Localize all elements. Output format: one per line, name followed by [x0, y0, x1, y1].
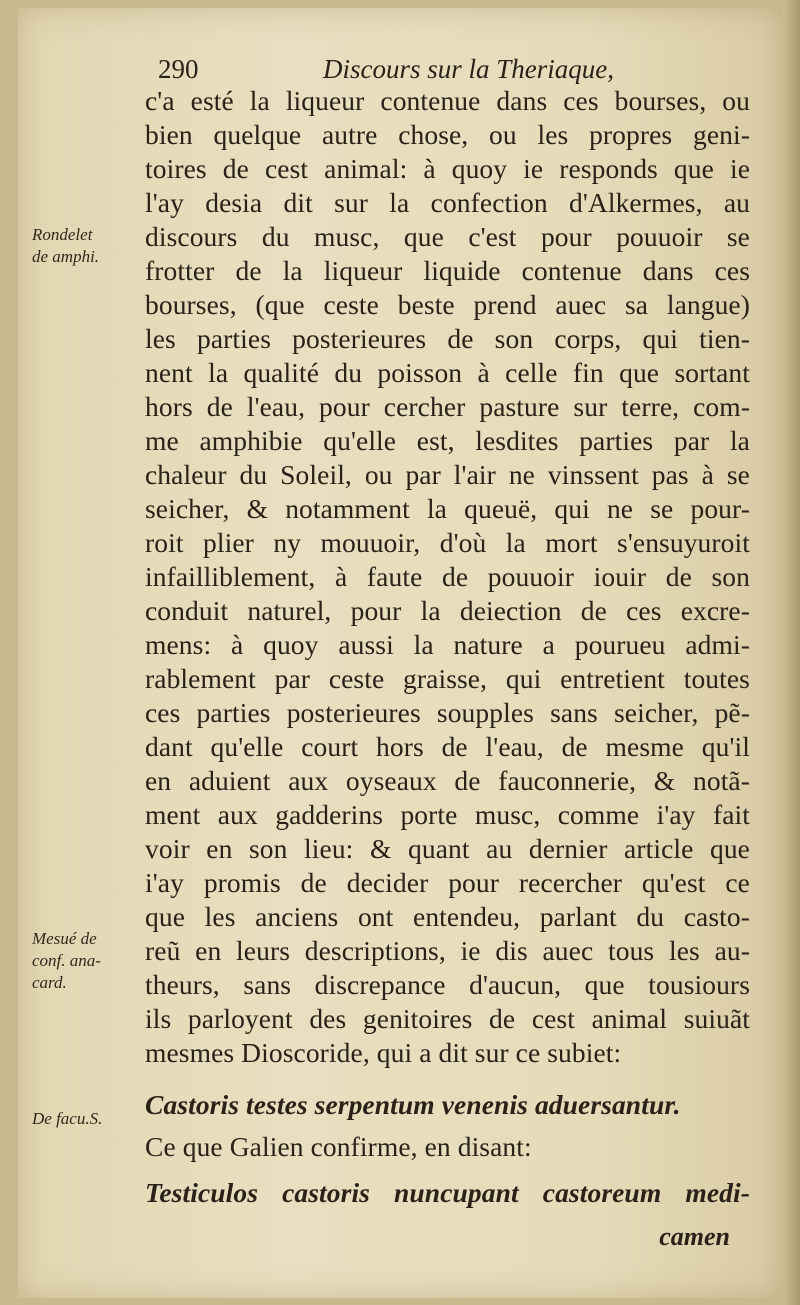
margin-note-mesue [32, 928, 101, 994]
running-title: Discours sur la Theriaque, [323, 54, 615, 84]
text-line: ces parties posterieures soupples sans seicher, pẽ- [145, 697, 750, 728]
text-line: les parties posterieures de son corps, qui tien- [145, 323, 750, 354]
page-number: 290 [158, 54, 199, 84]
text-line: me amphibie qu'elle est, lesdites parties par la [145, 425, 750, 456]
text-line: que les anciens ont entendeu, parlant du casto- [145, 901, 750, 932]
text-line: i'ay promis de decider pour recercher qu'est ce [145, 867, 750, 898]
text-line: mesmes Dioscoride, qui a dit sur ce subiet: [145, 1037, 622, 1068]
text-line: bien quelque autre chose, ou les propres geni- [145, 119, 750, 150]
text-line: voir en son lieu: & quant au dernier article que [145, 833, 750, 864]
text-line: discours du musc, que c'est pour pouuoir se [145, 221, 750, 252]
text-line: frotter de la liqueur liquide contenue dans ces [145, 255, 750, 286]
text-line: ment aux gadderins porte musc, comme i'ay fait [145, 799, 750, 830]
margin-note-rondelet [32, 224, 99, 268]
text-line: dant qu'elle court hors de l'eau, de mesme qu'il [145, 731, 750, 762]
text-line: l'ay desia dit sur la confection d'Alkermes, au [145, 187, 750, 218]
margin-note-line: De facu.S. [32, 1109, 103, 1128]
margin-note-line: Rondelet [32, 225, 93, 244]
text-line: infailliblement, à faute de pouuoir iouir de son [145, 561, 750, 592]
text-line: nent la qualité du poisson à celle fin que sortant [145, 357, 750, 388]
text-line: conduit naturel, pour la deiection de ces excre- [145, 595, 750, 626]
text-line: chaleur du Soleil, ou par l'air ne vinssent pas à se [145, 459, 750, 490]
text-line: Ce que Galien confirme, en disant: [145, 1131, 532, 1162]
catchword: camen [659, 1222, 730, 1251]
text-line: bourses, (que ceste beste prend auec sa langue) [145, 289, 750, 320]
text-line: ils parloyent des genitoires de cest animal suiuãt [145, 1003, 750, 1034]
text-line: mens: à quoy aussi la nature a pourueu admi- [145, 629, 750, 660]
margin-note-line: conf. ana- [32, 951, 101, 970]
text-line: theurs, sans discrepance d'aucun, que tousiours [145, 969, 750, 1000]
text-line: hors de l'eau, pour cercher pasture sur terre, com- [145, 391, 750, 422]
margin-note-line: Mesué de [32, 929, 97, 948]
margin-note-line: de amphi. [32, 247, 100, 266]
text-line: c'a esté la liqueur contenue dans ces bourses, ou [145, 85, 750, 116]
margin-note-line: card. [32, 973, 67, 992]
margin-note-galen [32, 1108, 102, 1130]
text-line: toires de cest animal: à quoy ie responds que ie [145, 153, 750, 184]
text-line: rablement par ceste graisse, qui entretient toutes [145, 663, 750, 694]
text-line: roit plier ny mouuoir, d'où la mort s'ensuyuroit [145, 527, 750, 558]
latin-quote-line: Testiculos castoris nuncupant castoreum medi- [145, 1177, 750, 1208]
page-edge [782, 0, 800, 1305]
latin-quote-line: Castoris testes serpentum venenis aduersantur. [145, 1089, 681, 1120]
text-line: reũ en leurs descriptions, ie dis auec tous les au- [145, 935, 750, 966]
text-line: seicher, & notamment la queuë, qui ne se pour- [145, 493, 750, 524]
text-line: en aduient aux oyseaux de fauconnerie, & notã- [145, 765, 750, 796]
